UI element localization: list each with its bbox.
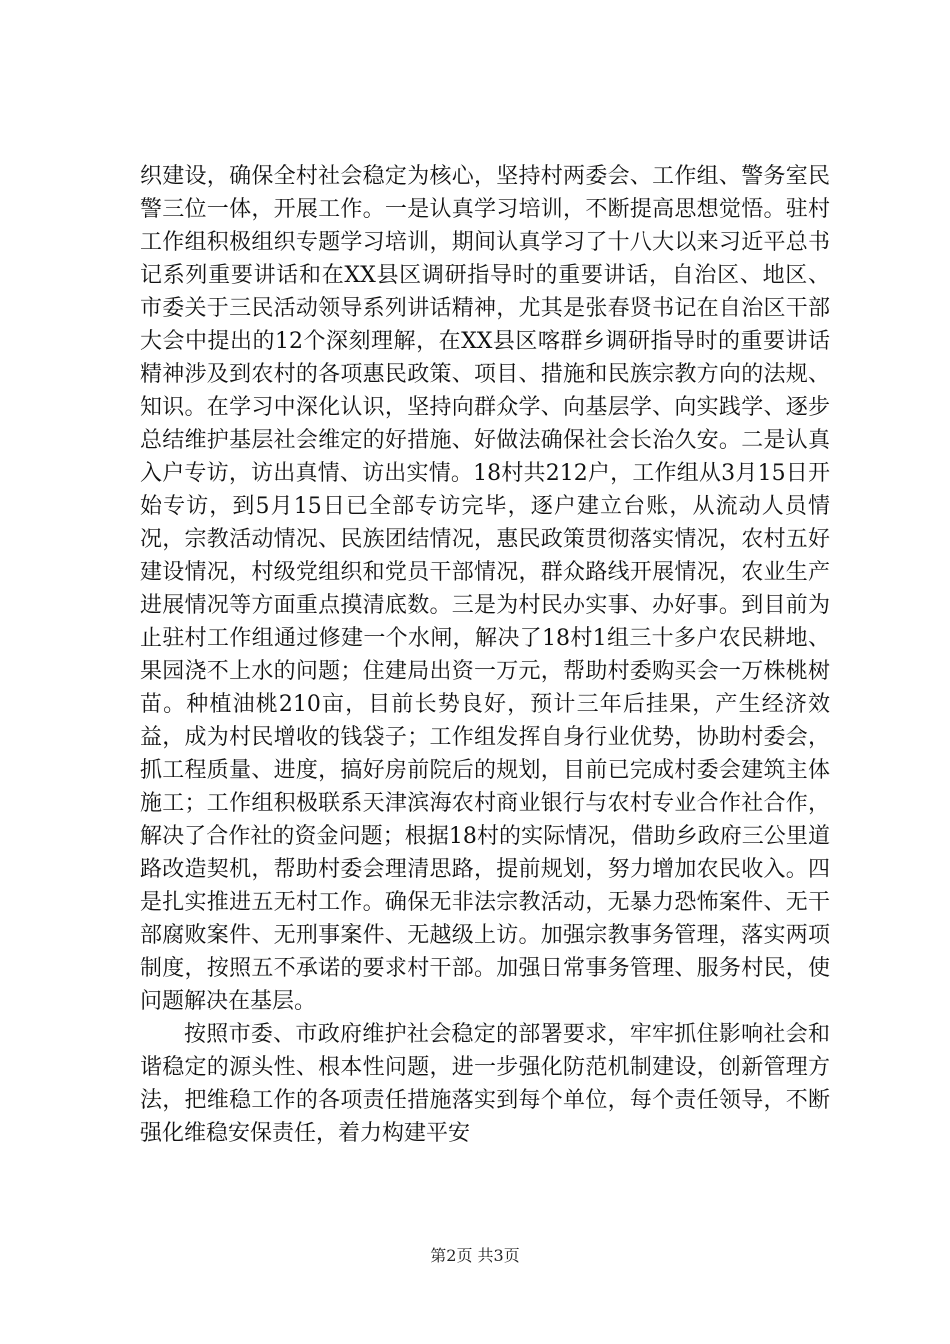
- paragraph-2: 按照市委、市政府维护社会稳定的部署要求，牢牢抓住影响社会和谐稳定的源头性、根本性问题，进一步强化防范机制建设，创新管理方法，把维稳工作的各项责任措施落实到每个单位，每个责任领导，不断强化维稳安保责任，着力构建平安: [140, 1022, 830, 1146]
- page-footer: 第2页 共3页: [430, 1246, 520, 1265]
- body-text: [140, 160, 830, 1150]
- paragraph-1: 织建设，确保全村社会稳定为核心，坚持村两委会、工作组、警务室民警三位一体，开展工作。一是认真学习培训，不断提高思想觉悟。驻村工作组积极组织专题学习培训，期间认真学习了十八大以来习近平总书记系列重要讲话和在XX县区调研指导时的重要讲话，自治区、地区、市委关于三民活动领导系列讲话精神，尤其是张春贤书记在自治区干部大会中提出的12个深刻理解，在XX县区喀群乡调研指导时的重要讲话精神涉及到农村的各项惠民政策、项目、措施和民族宗教方向的法规、知识。在学习中深化认识，坚持向群众学、向基层学、向实践学、逐步总结维护基层社会维定的好措施、好做法确保社会长治久安。二是认真入户专访，访出真情、访出实情。18村共212户，工作组从3月15日开始专访，到5月15日已全部专访完毕，逐户建立台账，从流动人员情况，宗教活动情况、民族团结情况，惠民政策贯彻落实情况，农村五好建设情况，村级党组织和党员干部情况，群众路线开展情况，农业生产进展情况等方面重点摸清底数。三是为村民办实事、办好事。到目前为止驻村工作组通过修建一个水闸，解决了18村1组三十多户农民耕地、果园浇不上水的问题；住建局出资一万元，帮助村委购买会一万株桃树苗。种植油桃210亩，目前长势良好，预计三年后挂果，产生经济效益，成为村民增收的钱袋子；工作组发挥自身行业优势，协助村委会，抓工程质量、进度，搞好房前院后的规划，目前已完成村委会建筑主体施工；工作组积极联系天津滨海农村商业银行与农村专业合作社合作，解决了合作社的资金问题；根据18村的实际情况，借助乡政府三公里道路改造契机，帮助村委会理清思路，提前规划，努力增加农民收入。四是扎实推进五无村工作。确保无非法宗教活动，无暴力恐怖案件、无干部腐败案件、无刑事案件、无越级上访。加强宗教事务管理，落实两项制度，按照五不承诺的要求村干部。加强日常事务管理、服务村民，使问题解决在基层。: [140, 164, 830, 1014]
